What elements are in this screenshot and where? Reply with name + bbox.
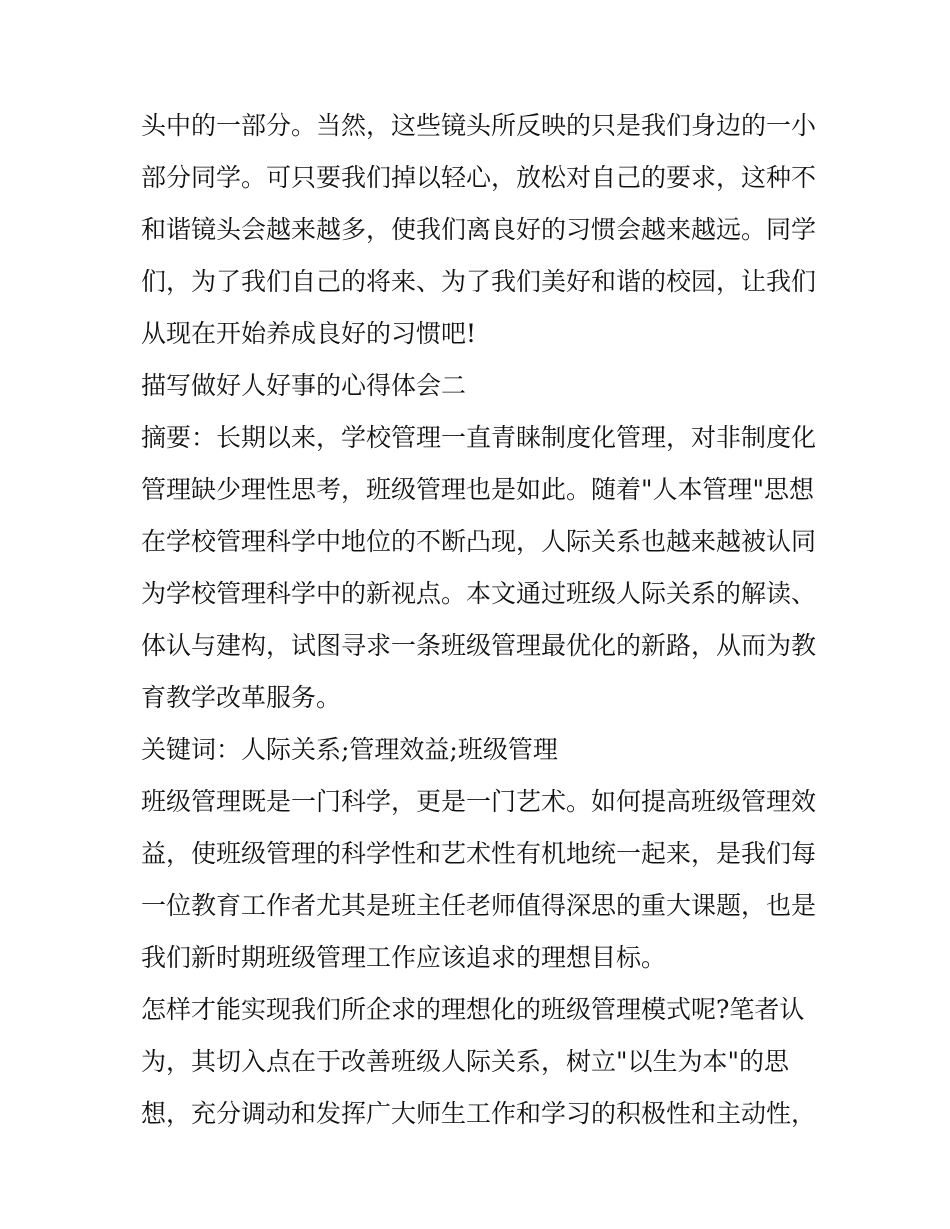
paragraph-line: 从现在开始养成良好的习惯吧!	[141, 319, 477, 348]
paragraph-line: 一位教育工作者尤其是班主任老师值得深思的重大课题，也是	[141, 891, 817, 920]
paragraph-line: 和谐镜头会越来越多，使我们离良好的习惯会越来越远。同学	[141, 215, 817, 244]
keywords-line: 关键词：人际关系;管理效益;班级管理	[141, 735, 558, 764]
section-title: 描写做好人好事的心得体会二	[141, 371, 467, 400]
paragraph-line: 益，使班级管理的科学性和艺术性有机地统一起来，是我们每	[141, 839, 817, 868]
abstract-line: 在学校管理科学中地位的不断凸现，人际关系也越来越被认同	[141, 527, 817, 556]
abstract-line: 为学校管理科学中的新视点。本文通过班级人际关系的解读、	[141, 579, 817, 608]
paragraph-line: 头中的一部分。当然，这些镜头所反映的只是我们身边的一小	[141, 111, 817, 140]
abstract-line: 管理缺少理性思考，班级管理也是如此。随着"人本管理"思想	[141, 475, 815, 504]
paragraph-line: 想，充分调动和发挥广大师生工作和学习的积极性和主动性，	[141, 1099, 817, 1128]
paragraph-line: 怎样才能实现我们所企求的理想化的班级管理模式呢?笔者认	[141, 995, 805, 1024]
paragraph-line: 班级管理既是一门科学，更是一门艺术。如何提高班级管理效	[141, 787, 817, 816]
document-body	[141, 100, 821, 1140]
paragraph-line: 部分同学。可只要我们掉以轻心，放松对自己的要求，这种不	[141, 163, 817, 192]
paragraph-line: 我们新时期班级管理工作应该追求的理想目标。	[141, 943, 667, 972]
paragraph-line: 们，为了我们自己的将来、为了我们美好和谐的校园，让我们	[141, 267, 817, 296]
abstract-line: 育教学改革服务。	[141, 683, 342, 712]
abstract-line: 体认与建构，试图寻求一条班级管理最优化的新路，从而为教	[141, 631, 817, 660]
abstract-line: 摘要：长期以来，学校管理一直青睐制度化管理，对非制度化	[141, 423, 817, 452]
paragraph-line: 为，其切入点在于改善班级人际关系，树立"以生为本"的思	[141, 1047, 790, 1076]
